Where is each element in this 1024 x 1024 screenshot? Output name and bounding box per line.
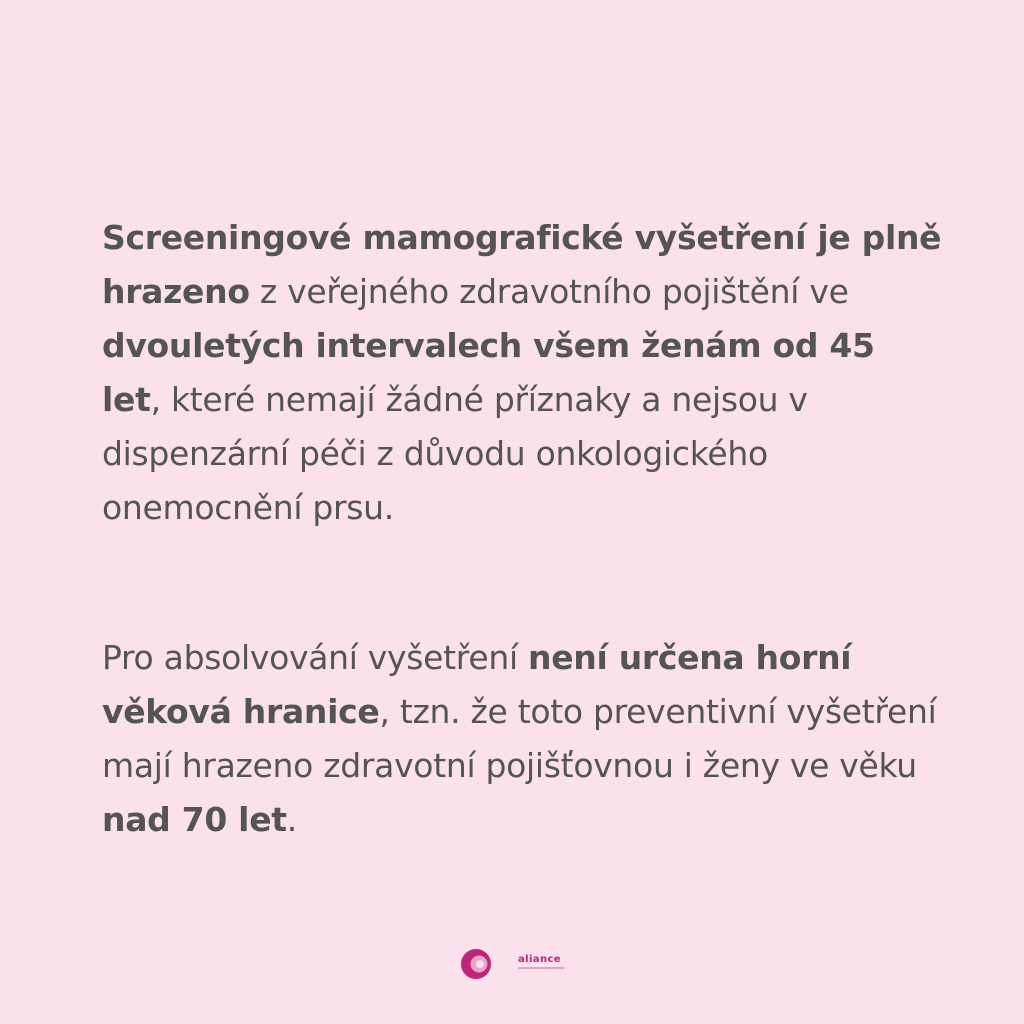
- aliance-logo-mark-icon: [460, 948, 492, 980]
- bold-segment: není určena horní věková hranice: [102, 638, 852, 731]
- text-segment: , tzn. že toto preventivní vyšetření mají hrazeno zdravotní pojišťovnou i ženy ve věku: [102, 692, 937, 785]
- aliance-logo: [460, 946, 570, 982]
- paragraph-screening-coverage: [102, 211, 942, 535]
- paragraph-age-limit: [102, 631, 942, 847]
- bold-segment: nad 70 let: [102, 800, 287, 839]
- text-segment: Pro absolvování vyšetření: [102, 638, 529, 677]
- text-segment: , které nemají žádné příznaky a nejsou v dispenzární péči z důvodu onkologického onemocnění prsu.: [102, 380, 808, 527]
- logo-wordmark: aliance: [518, 954, 561, 965]
- logo-tagline-line: [518, 967, 564, 969]
- text-segment: .: [286, 800, 297, 839]
- bold-segment: dvouletých intervalech všem ženám od 45 let: [102, 326, 875, 419]
- bold-segment: Screeningové mamografické vyšetření je plně hrazeno: [102, 218, 942, 311]
- text-segment: z veřejného zdravotního pojištění ve: [249, 272, 849, 311]
